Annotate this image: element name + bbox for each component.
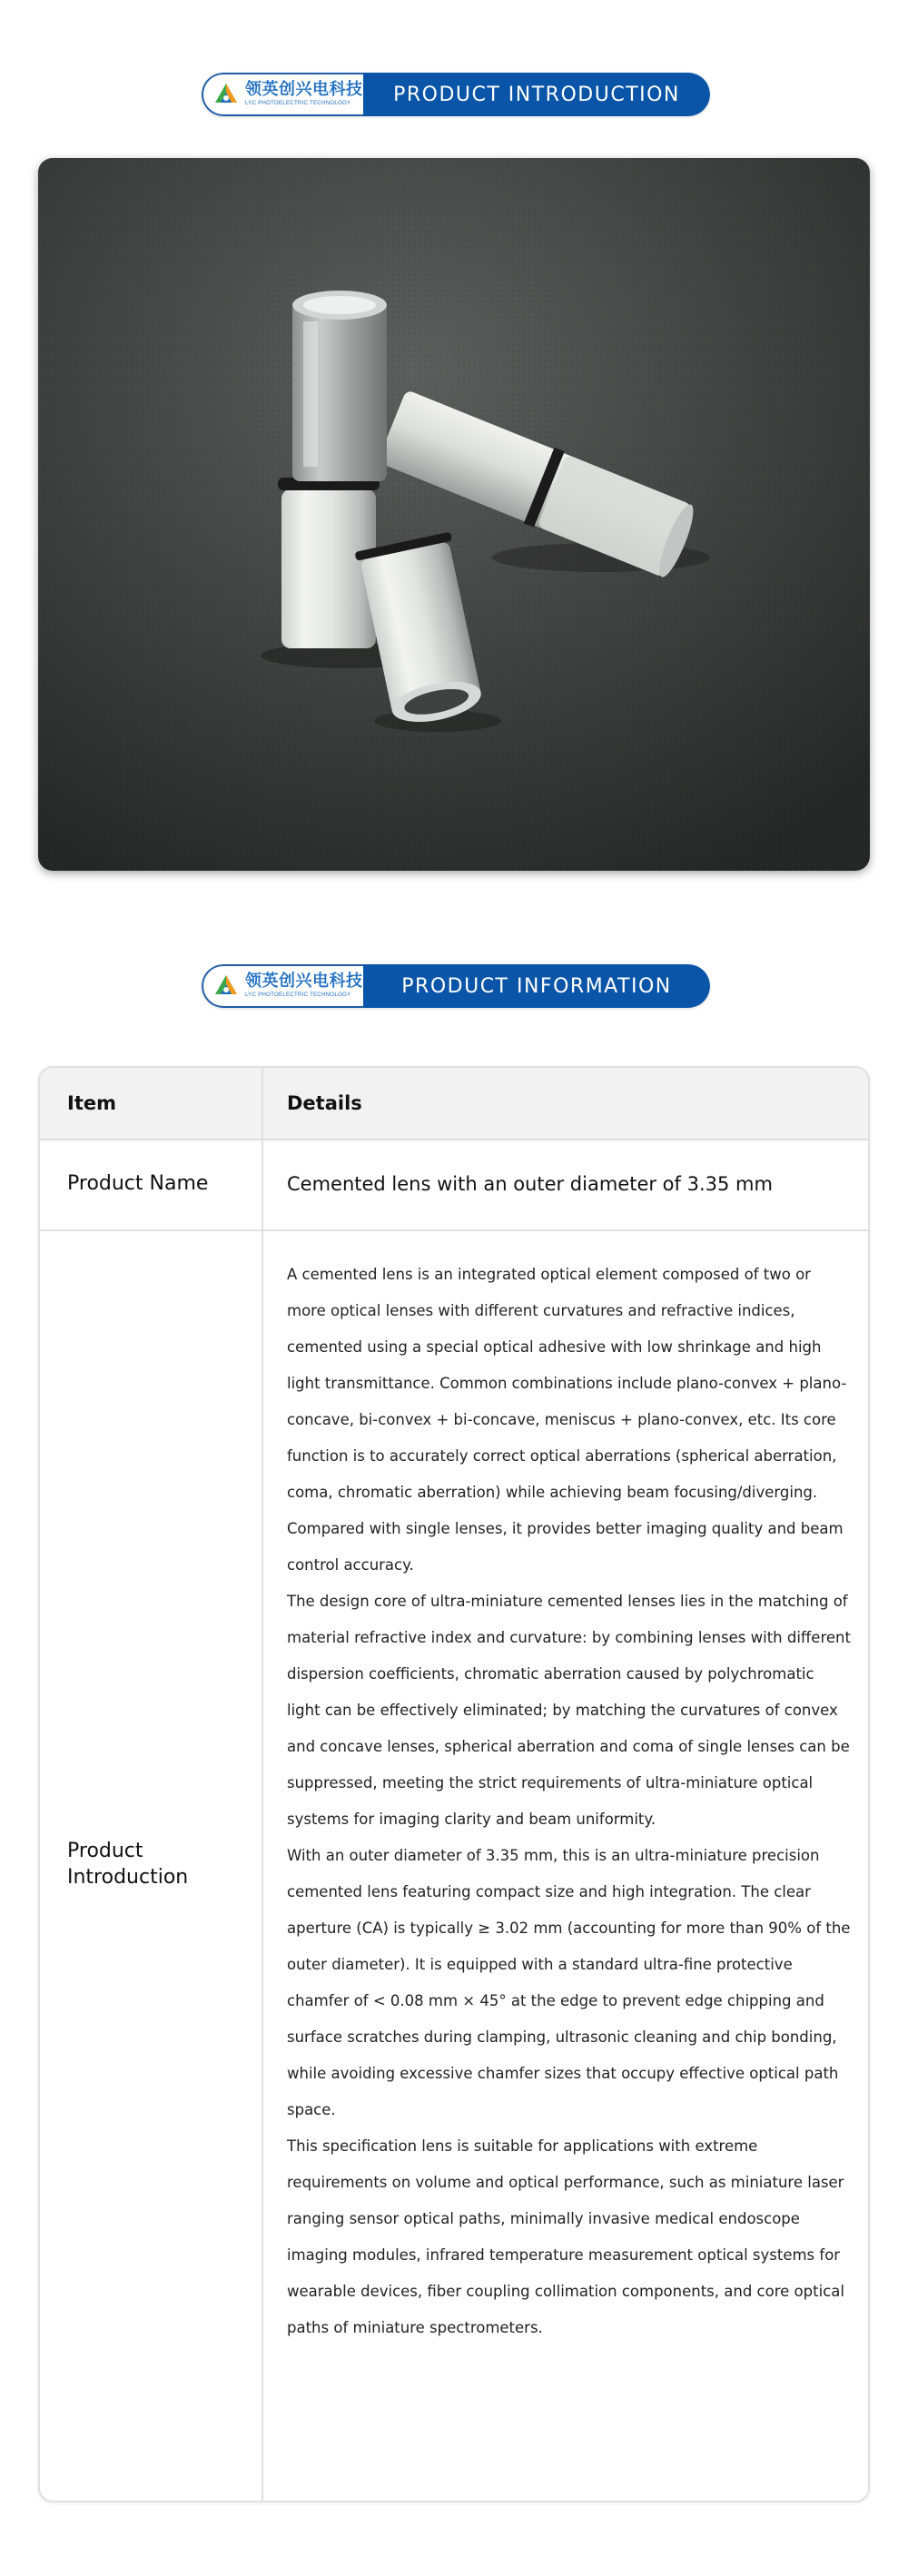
intro-paragraph: This specification lens is suitable for applications with extreme requirements on volume and optical performance, such as miniature laser ranging sensor optical paths, minimally invasive medical endoscope imaging modules, infrared temperature measurement optical systems for wearable devices, fiber coupling collimation components, and core optical paths of miniature spectrometers. (287, 2137, 844, 2336)
section-title-introduction: PRODUCT INTRODUCTION (363, 73, 710, 116)
section-banner-information (202, 964, 710, 1008)
brand-name-en: LYC PHOTOELECTRIC TECHNOLOGY (245, 992, 351, 999)
brand-name-cn: 领英创兴电科技 (245, 80, 363, 100)
header-item: Item (67, 1092, 116, 1114)
product-introduction-text (287, 1257, 852, 2346)
brand-logo (202, 964, 363, 1008)
product-introduction-label: Product Introduction (67, 1840, 189, 1889)
section-title-information: PRODUCT INFORMATION (363, 964, 710, 1008)
product-name-label: Product Name (67, 1171, 209, 1195)
intro-paragraph: With an outer diameter of 3.35 mm, this is an ultra-miniature precision cemented lens featuring compact size and high integration. The clear aperture (CA) is typically ≥ 3.02 mm (accounting for more than 90% of the outer diameter). It is equipped with a standard ultra-fine protective chamfer of < 0.08 mm × 45° at the edge to prevent edge chipping and surface scratches during clamping, ultrasonic cleaning and chip bonding, while avoiding excessive chamfer sizes that occupy effective optical path space. (287, 1847, 851, 2118)
table-row-product-introduction (40, 1229, 868, 2501)
brand-name-cn: 领英创兴电科技 (245, 972, 363, 992)
brand-logo (202, 73, 363, 116)
brand-name-en: LYC PHOTOELECTRIC TECHNOLOGY (245, 100, 351, 107)
table-row-product-name (40, 1139, 868, 1231)
header-details: Details (287, 1092, 362, 1114)
product-info-table (38, 1066, 870, 2502)
logo-mark-icon (212, 81, 240, 108)
product-name-value: Cemented lens with an outer diameter of 3.35 mm (287, 1173, 773, 1195)
table-header-row (40, 1068, 868, 1140)
logo-mark-icon (212, 972, 240, 1000)
intro-paragraph: A cemented lens is an integrated optical element composed of two or more optical lenses with different curvatures and refractive indices, cemented using a special optical adhesive with low shrinkage and high light transmittance. Common combinations include plano-convex + plano-concave, bi-convex + bi-concave, meniscus + plano-convex, etc. Its core function is to accurately correct optical aberrations (spherical aberration, coma, chromatic aberration) while achieving beam focusing/diverging. Compared with single lenses, it provides better imaging quality and beam control accuracy. (287, 1266, 847, 1574)
intro-paragraph: The design core of ultra-miniature cemented lenses lies in the matching of material refractive index and curvature: by combining lenses with different dispersion coefficients, chromatic aberration caused by polychromatic light can be effectively eliminated; by matching the curvatures of convex and concave lenses, spherical aberration and coma of single lenses can be suppressed, meeting the strict requirements of ultra-miniature optical systems for imaging clarity and beam uniformity. (287, 1593, 851, 1828)
product-photo (38, 158, 870, 871)
section-banner-introduction (202, 73, 710, 116)
